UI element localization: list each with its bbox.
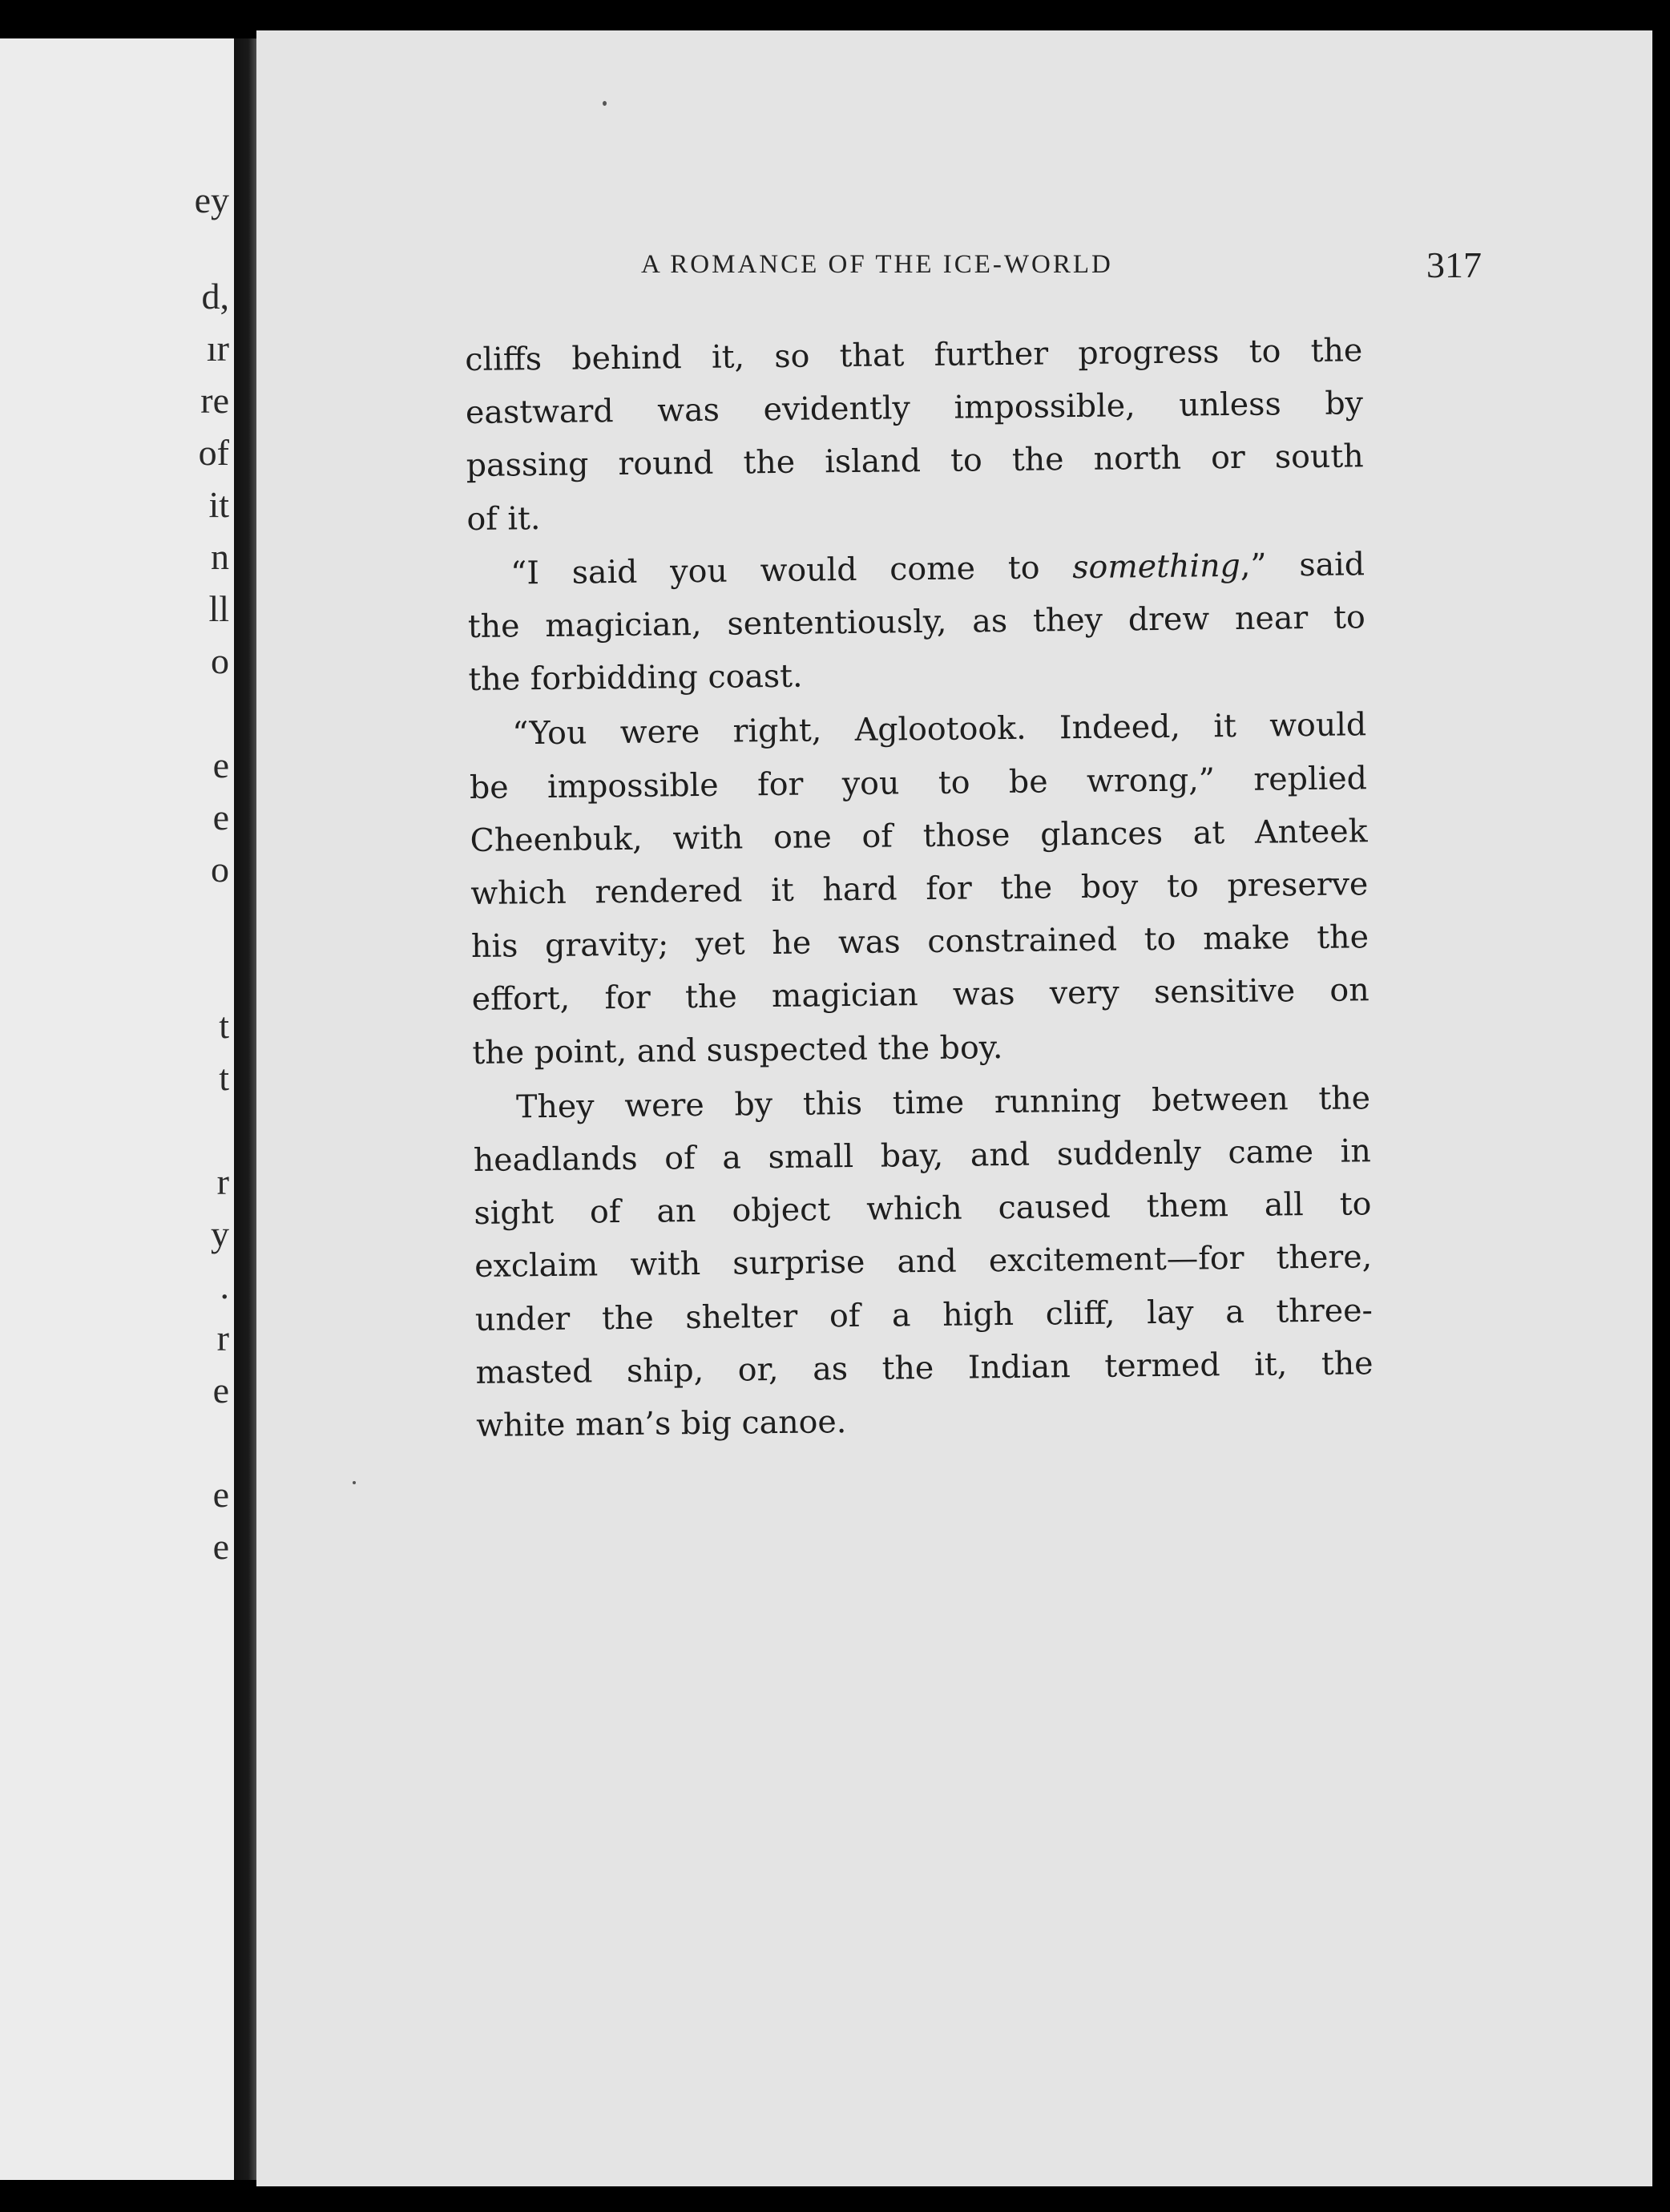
text-line: the point, and suspected the boy. <box>472 1028 1003 1072</box>
facing-page-fragment: e <box>212 797 229 838</box>
text-line: be impossible for you to be wrong,” replied <box>469 759 1368 806</box>
text-line: “You were right, Aglootook. Indeed, it would <box>511 706 1367 753</box>
text-line: his gravity; yet he was constrained to make the <box>470 918 1369 966</box>
text-line: Cheenbuk, with one of those glances at Anteek <box>470 813 1368 859</box>
text-line: white man’s big canoe. <box>476 1403 847 1444</box>
paper-speck <box>603 101 607 106</box>
body-text <box>465 324 1374 1452</box>
text-line: headlands of a small bay, and suddenly came in <box>473 1132 1371 1179</box>
facing-page-fragment: re <box>200 380 229 421</box>
text-line: sight of an object which caused them all to <box>474 1185 1372 1233</box>
text-line: They were by this time running between the <box>515 1080 1371 1126</box>
paper-speck <box>353 1481 356 1484</box>
text-line: the forbidding coast. <box>468 657 803 699</box>
text-line: the magician, sententiously, as they drew near to <box>467 599 1366 645</box>
text-line: cliffs behind it, so that further progress to the <box>465 332 1363 378</box>
paragraph <box>469 699 1370 1080</box>
facing-page-fragment: e <box>212 1474 229 1515</box>
facing-page-fragment: t <box>219 1057 229 1098</box>
facing-page-fragment: d, <box>201 276 229 317</box>
text-line <box>467 538 1365 600</box>
text-line: of it. <box>466 499 541 538</box>
text-line: masted ship, or, as the Indian termed it, the <box>475 1345 1374 1391</box>
book-gutter <box>234 38 258 2180</box>
facing-page-fragment: o <box>211 849 229 890</box>
paragraph <box>465 324 1365 546</box>
running-head <box>641 244 1603 292</box>
facing-page-fragment: o <box>211 640 229 681</box>
book-page <box>256 30 1652 2186</box>
paragraph <box>467 538 1366 706</box>
facing-page-fragment: ll <box>208 588 229 629</box>
facing-page-fragment: r <box>216 1161 229 1202</box>
text-line: eastward was evidently impossible, unless by <box>465 385 1364 432</box>
text-line: which rendered it hard for the boy to preserve <box>470 866 1369 912</box>
facing-page-fragment: ey <box>194 180 229 220</box>
facing-page-fragment: n <box>211 536 229 577</box>
facing-page-fragment: it <box>208 484 229 525</box>
text-line: under the shelter of a high cliff, lay a three- <box>474 1291 1374 1338</box>
facing-page-fragment: r <box>216 1318 229 1358</box>
facing-page-fragment: . <box>220 1265 229 1306</box>
facing-page-fragment: e <box>212 1370 229 1411</box>
paragraph <box>473 1072 1374 1452</box>
running-title: A ROMANCE OF THE ICE-WORLD <box>641 250 1113 279</box>
italic-word: something <box>1072 547 1241 586</box>
facing-page-fragment: y <box>211 1213 229 1254</box>
text-line: effort, for the magician was very sensitive on <box>471 971 1369 1019</box>
text-fragment: ,” said <box>1240 546 1365 584</box>
facing-page-fragment: e <box>212 1526 229 1567</box>
facing-page-fragment: of <box>198 432 229 473</box>
facing-page-fragment: e <box>212 745 229 785</box>
text-line: passing round the island to the north or south <box>466 438 1364 485</box>
facing-page-fragment: t <box>219 1005 229 1046</box>
text-line: exclaim with surprise and excitement—for there, <box>474 1238 1373 1286</box>
page-number: 317 <box>1426 244 1482 285</box>
facing-page-edge <box>0 38 234 2180</box>
facing-page-fragment: ır <box>206 328 229 369</box>
text-fragment: “I said you would come to <box>510 548 1073 592</box>
